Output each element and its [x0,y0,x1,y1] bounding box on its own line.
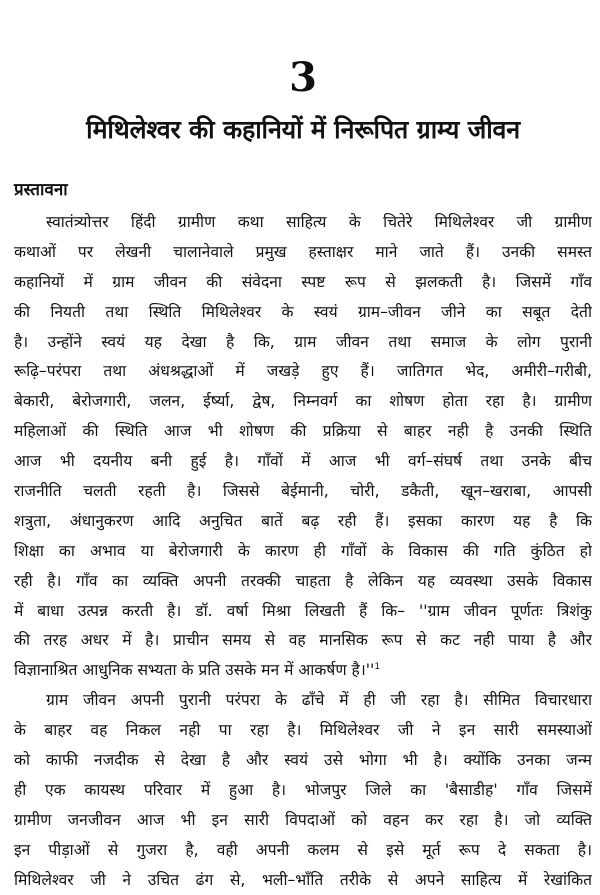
chapter-title: मिथिलेश्वर की कहानियों में निरूपित ग्राम्य जीवन [86,115,520,144]
text-line: कथाओं पर लेखनी चालानेवाले प्रमुख हस्ताक्षर माने जाते हैं। उनकी समस्त [14,242,592,261]
section-heading: प्रस्तावना [14,180,68,200]
text-line: रही है। गाँव का व्यक्ति अपनी तरक्की चाहता है लेकिन यह व्यवस्था उसके विकास [14,571,592,590]
text-line: ग्रामीण जनजीवन आज भी इन सारी विपदाओं को वहन कर रहा है। जो व्यक्ति [14,810,592,829]
text-line: में बाधा उत्पन्न करती है। डॉ. वर्षा मिश्रा लिखती हैं कि– ''ग्राम जीवन पूर्णतः त्रिशंकु [14,601,592,620]
text-line: आज भी दयनीय बनी हुई है। गाँवों में आज भी वर्ग–संघर्ष तथा उनके बीच [14,452,592,471]
text-line: इन पीड़ाओं से गुजरा है, वही अपनी कलम से इसे मूर्त रूप दे सकता है। [14,840,592,859]
paragraph-1 [14,208,592,686]
text-line: के बाहर वह निकल नही पा रहा है। मिथिलेश्वर जी ने इन सारी समस्याओं [14,721,592,740]
paragraph-2 [14,686,592,895]
text-line: महिलाओं की स्थिति आज भी शोषण की प्रक्रिया से बाहर नही है उनकी स्थिति [14,422,592,441]
text-line: मिथिलेश्वर जी ने उचित ढंग से, भली–भाँति तरीके से अपने साहित्य में रेखांकित [14,870,592,889]
text-line: शिक्षा का अभाव या बेरोजगारी के कारण ही गाँवों के विकास की गति कुंठित हो [14,541,592,560]
text-line: ग्राम जीवन अपनी पुरानी परंपरा के ढाँचे में ही जी रहा है। सीमित विचारधारा [46,691,592,710]
text-line: को काफी नजदीक से देखा है और स्वयं उसे भोगा भी है। क्योंकि उनका जन्म [14,751,592,770]
text-line: बेकारी, बेरोजगारी, जलन, ईर्ष्या, द्वेष, निम्नवर्ग का शोषण होता रहा है। ग्रामीण [14,392,592,411]
text-line: राजनीति चलती रहती है। जिससे बेईमानी, चोरी, डकैती, खून–खराबा, आपसी [14,482,592,501]
text-line-with-footnote [14,656,592,686]
text-line: शत्रुता, अंधानुकरण आदि अनुचित बातें बढ़ रही हैं। इसका कारण यह है कि [14,511,592,530]
text-line: स्वातंत्र्योत्तर हिंदी ग्रामीण कथा साहित्य के चितेरे मिथिलेश्वर जी ग्रामीण [46,213,592,231]
text-line: विज्ञानाश्रित आधुनिक सभ्यता के प्रति उसके मन में आकर्षण है।'' [14,661,375,680]
text-line: की तरह अधर में है। प्राचीन समय से वह मानसिक रूप से कट नही पाया है और [14,631,592,650]
text-line: कहानियों में ग्राम जीवन की संवेदना स्पष्ट रूप से झलकती है। जिसमें गाँव [14,272,592,291]
text-line: की नियती तथा स्थिति मिथिलेश्वर के स्वयं ग्राम–जीवन जीने का सबूत देती [14,302,592,321]
text-line: ही एक कायस्थ परिवार में हुआ है। भोजपुर जिले का 'बैसाडीह' गाँव जिसमें [14,780,592,799]
footnote-marker[interactable]: 1 [374,662,381,673]
body-text [14,208,592,895]
text-line: है। उन्होंने स्वयं यह देखा है कि, ग्राम जीवन तथा समाज के लोग पुरानी [14,332,592,351]
text-line: रूढ़ि–परंपरा तथा अंधश्रद्धाओं में जखड़े हुए हैं। जातिगत भेद, अमीरी–गरीबी, [14,362,592,381]
chapter-number: 3 [289,54,317,101]
